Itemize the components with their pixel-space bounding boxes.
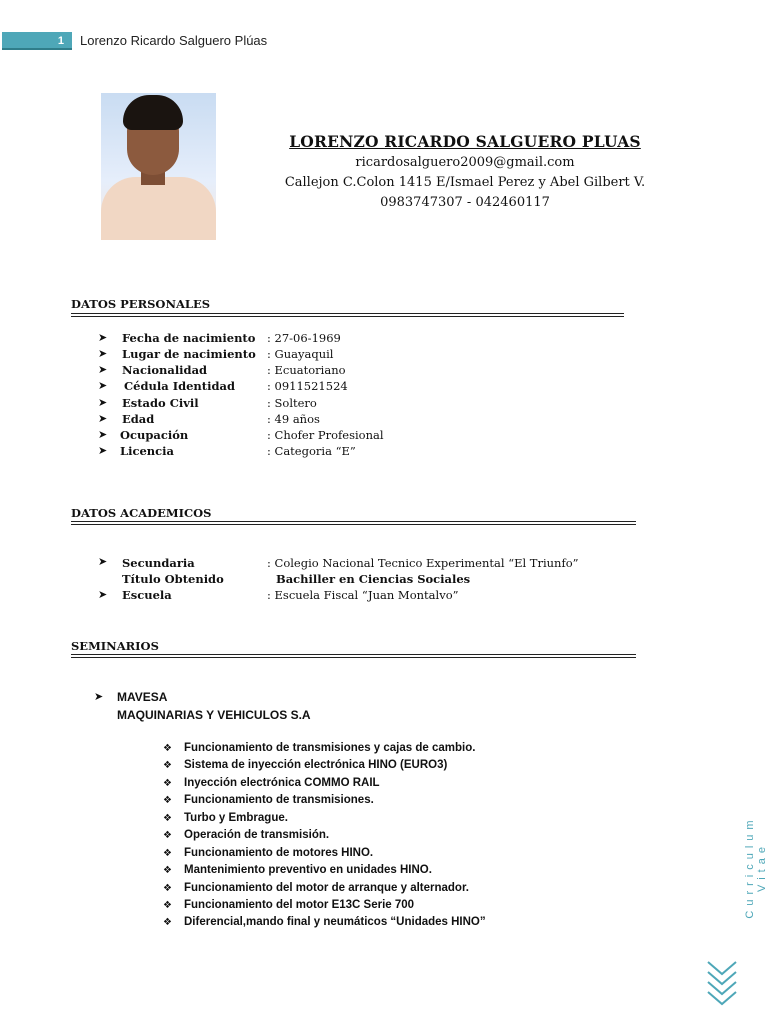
academic-label: Escuela (122, 588, 172, 602)
personal-value: : 0911521524 (267, 379, 348, 393)
chevron-down-icon (705, 958, 739, 1006)
personal-value: : Categoria “E” (267, 444, 356, 458)
academic-value: Bachiller en Ciencias Sociales (276, 572, 471, 586)
list-item: Inyección electrónica COMMO RAIL (184, 777, 380, 789)
cv-name: LORENZO RICARDO SALGUERO PLUAS (289, 132, 641, 151)
section-title-academic: DATOS ACADEMICOS (71, 506, 212, 520)
diamond-bullet-icon: ❖ (163, 778, 172, 789)
section-rule (71, 654, 636, 658)
personal-value: : Guayaquil (267, 347, 334, 361)
section-rule (71, 313, 624, 317)
diamond-bullet-icon: ❖ (163, 795, 172, 806)
cv-address: Callejon C.Colon 1415 E/Ismael Perez y Abel Gilbert V. (284, 175, 646, 190)
personal-label: Estado Civil (122, 396, 199, 410)
diamond-bullet-icon: ❖ (163, 848, 172, 859)
diamond-bullet-icon: ❖ (163, 883, 172, 894)
list-item: Mantenimiento preventivo en unidades HINO. (184, 864, 432, 876)
arrow-bullet-icon: ➤ (98, 331, 108, 344)
list-item: Funcionamiento de transmisiones y cajas de cambio. (184, 742, 476, 754)
profile-photo (101, 93, 216, 240)
arrow-bullet-icon: ➤ (98, 347, 108, 360)
cv-email: ricardosalguero2009@gmail.com (355, 155, 575, 170)
running-header-name: Lorenzo Ricardo Salguero Plúas (80, 33, 268, 48)
academic-value: : Colegio Nacional Tecnico Experimental “El Triunfo” (267, 556, 579, 570)
personal-value: : Soltero (267, 396, 317, 410)
arrow-bullet-icon: ➤ (98, 444, 108, 457)
personal-label: Edad (122, 412, 155, 426)
personal-value: : 27-06-1969 (267, 331, 341, 345)
diamond-bullet-icon: ❖ (163, 743, 172, 754)
arrow-bullet-icon: ➤ (98, 412, 108, 425)
personal-value: : 49 años (267, 412, 320, 426)
arrow-bullet-icon: ➤ (94, 690, 104, 703)
personal-label: Cédula Identidad (124, 379, 236, 393)
list-item: Funcionamiento de transmisiones. (184, 794, 374, 806)
academic-label: Título Obtenido (122, 572, 224, 586)
section-title-seminars: SEMINARIOS (71, 639, 159, 653)
section-rule (71, 521, 636, 525)
diamond-bullet-icon: ❖ (163, 813, 172, 824)
diamond-bullet-icon: ❖ (163, 900, 172, 911)
diamond-bullet-icon: ❖ (163, 865, 172, 876)
seminar-company: MAVESA (117, 690, 168, 704)
academic-label: Secundaria (122, 556, 195, 570)
list-item: Sistema de inyección electrónica HINO (EURO3) (184, 759, 448, 771)
personal-label: Lugar de nacimiento (122, 347, 256, 361)
cv-phones: 0983747307 - 042460117 (380, 195, 550, 210)
page-number-tab: 1 (2, 32, 72, 50)
academic-value: : Escuela Fiscal “Juan Montalvo” (267, 588, 459, 602)
personal-label: Ocupación (120, 428, 189, 442)
arrow-bullet-icon: ➤ (98, 588, 108, 601)
personal-label: Nacionalidad (122, 363, 208, 377)
arrow-bullet-icon: ➤ (98, 396, 108, 409)
list-item: Funcionamiento del motor E13C Serie 700 (184, 899, 415, 911)
arrow-bullet-icon: ➤ (98, 555, 108, 568)
list-item: Turbo y Embrague. (184, 812, 288, 824)
arrow-bullet-icon: ➤ (98, 379, 108, 392)
diamond-bullet-icon: ❖ (163, 830, 172, 841)
personal-value: : Chofer Profesional (267, 428, 384, 442)
list-item: Funcionamiento del motor de arranque y alternador. (184, 882, 469, 894)
diamond-bullet-icon: ❖ (163, 917, 172, 928)
list-item: Diferencial,mando final y neumáticos “Unidades HINO” (184, 916, 486, 928)
diamond-bullet-icon: ❖ (163, 760, 172, 771)
list-item: Operación de transmisión. (184, 829, 330, 841)
list-item: Funcionamiento de motores HINO. (184, 847, 374, 859)
section-title-personal: DATOS PERSONALES (71, 297, 211, 311)
personal-label: Licencia (120, 444, 174, 458)
arrow-bullet-icon: ➤ (98, 428, 108, 441)
side-label-curriculum-vitae: Curriculum Vitae (744, 815, 768, 919)
personal-label: Fecha de nacimiento (122, 331, 256, 345)
arrow-bullet-icon: ➤ (98, 363, 108, 376)
seminar-company-full: MAQUINARIAS Y VEHICULOS S.A (117, 708, 311, 722)
personal-value: : Ecuatoriano (267, 363, 346, 377)
